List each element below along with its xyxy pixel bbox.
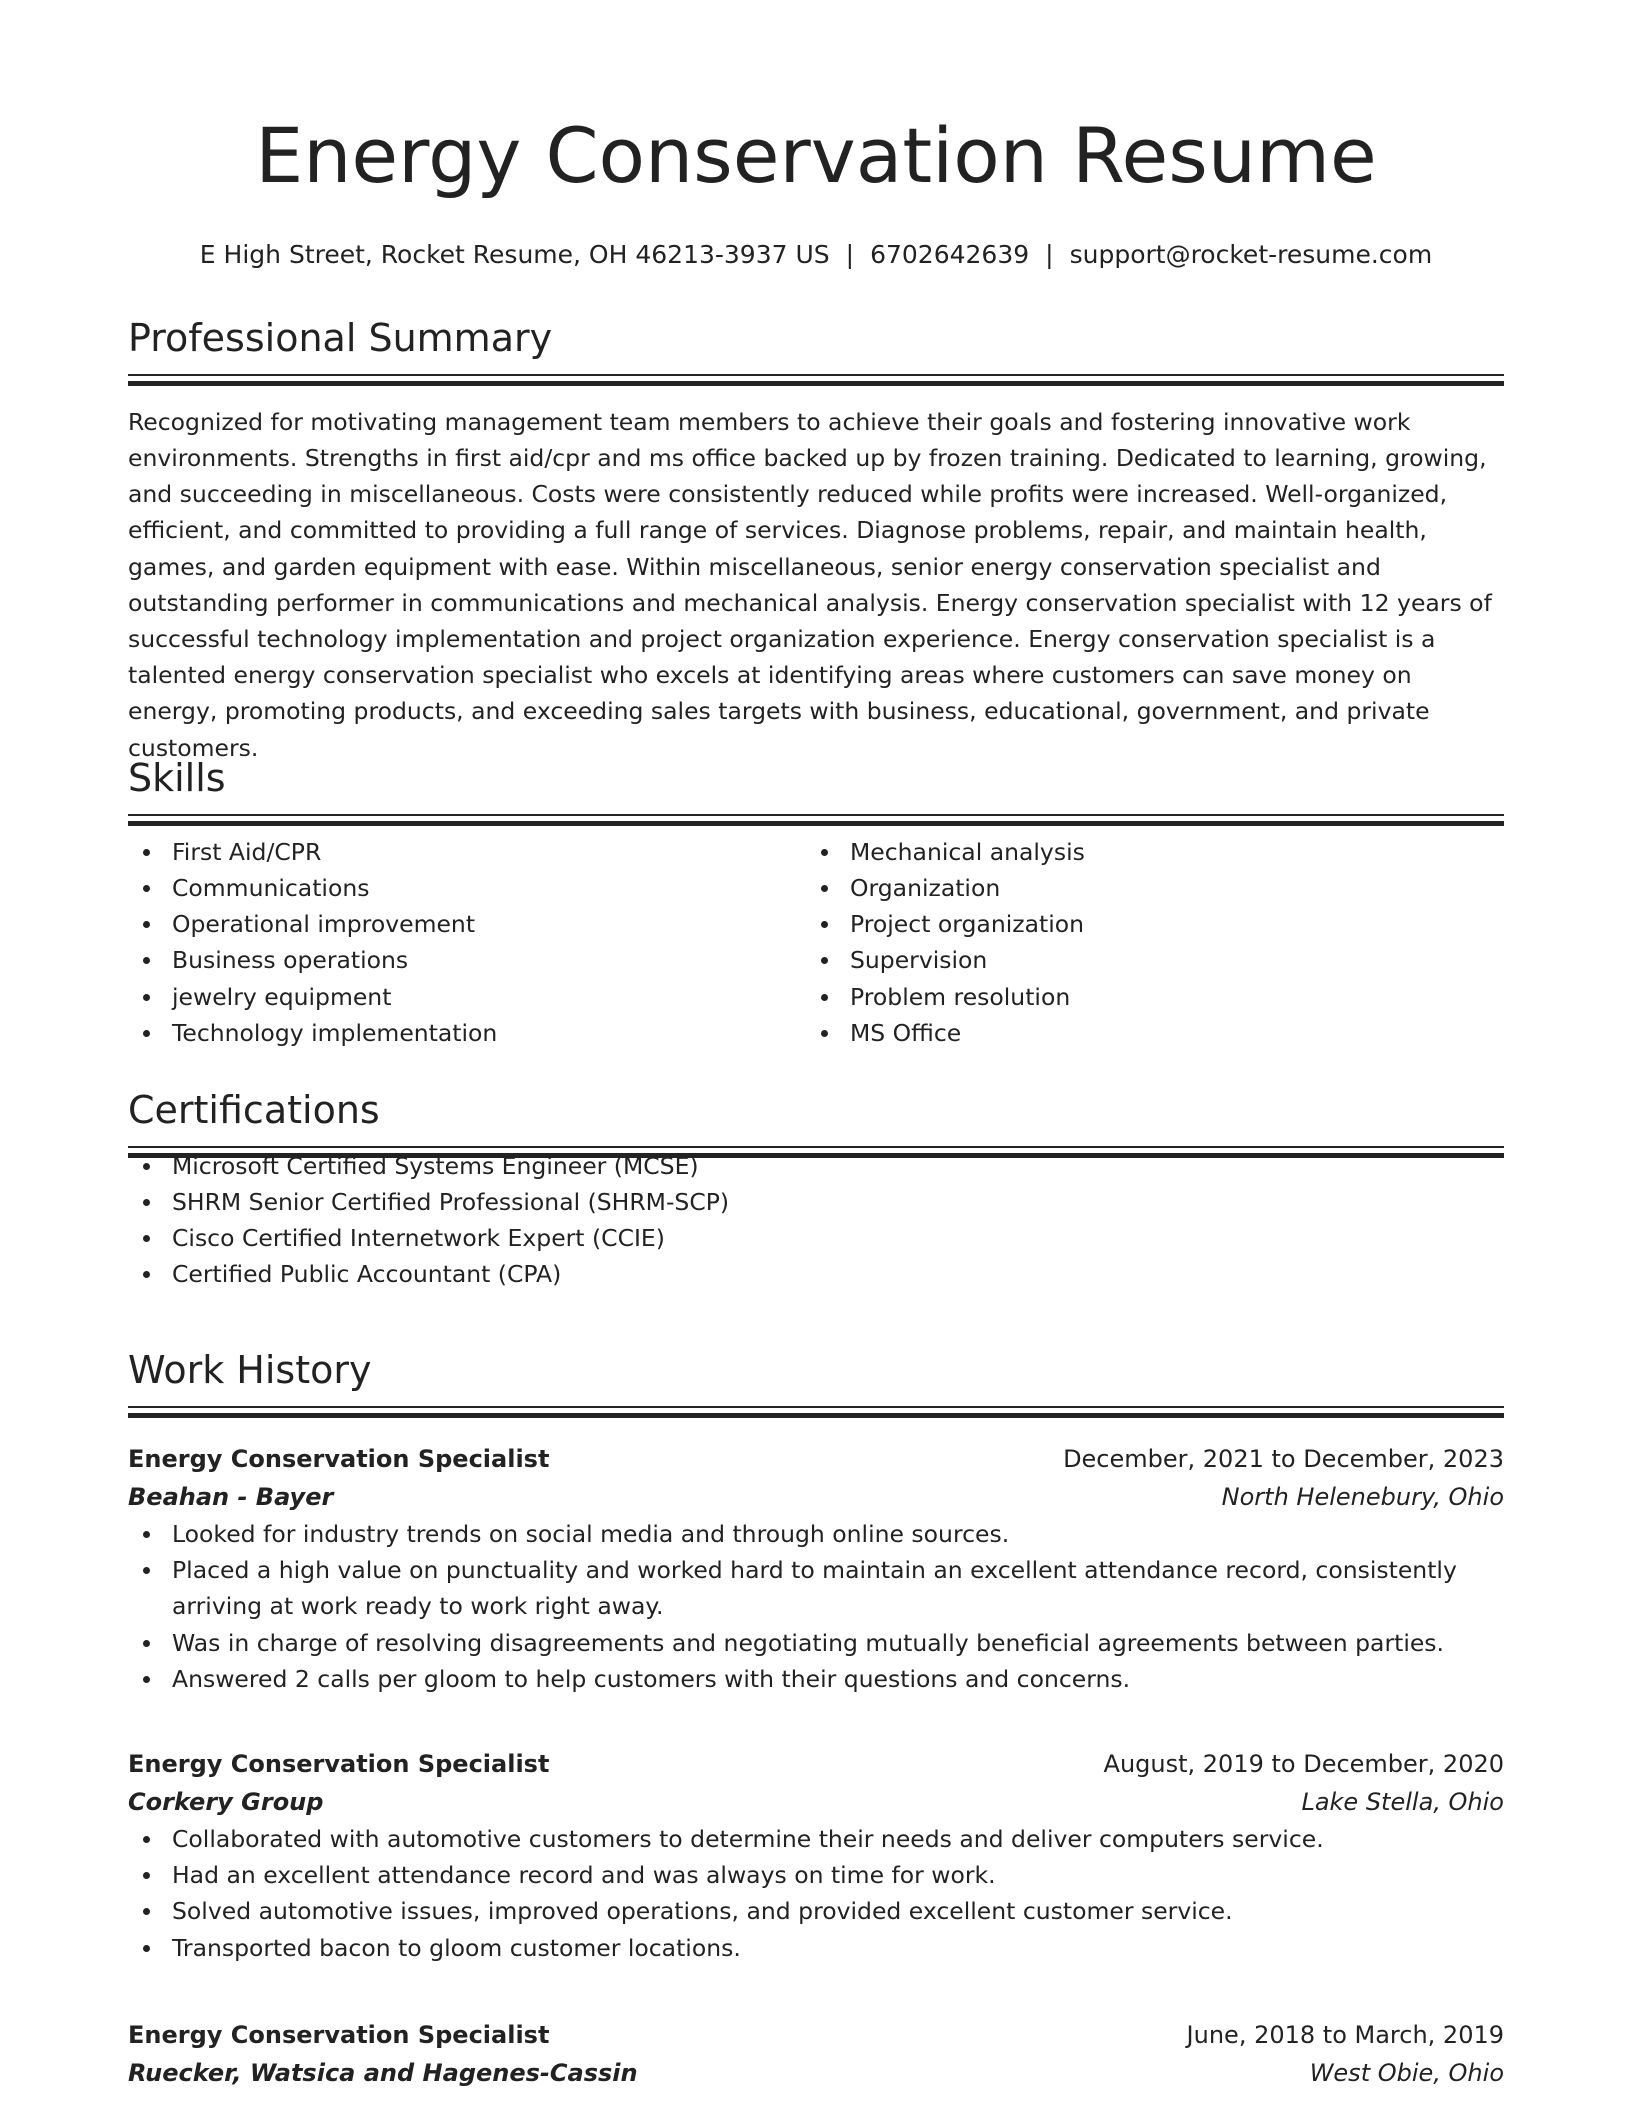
skill-item: Business operations: [128, 942, 806, 978]
job-location: Lake Stella, Ohio: [1301, 1788, 1504, 1816]
skills-list-left: [128, 834, 806, 1051]
job-duty-item: Collaborated with automotive customers to determine their needs and deliver computers service.: [128, 1821, 1504, 1857]
job-duty-item: Solved automotive issues, improved operations, and provided excellent customer service.: [128, 1893, 1504, 1929]
skill-item: Organization: [806, 870, 1484, 906]
skill-item: Problem resolution: [806, 979, 1484, 1015]
skills-column-left: [128, 834, 806, 1051]
job-header-row: [128, 1440, 1504, 1478]
section-divider: [128, 374, 1504, 376]
job-company: Ruecker, Watsica and Hagenes-Cassin: [128, 2059, 638, 2087]
skill-item: Supervision: [806, 942, 1484, 978]
job-company: Corkery Group: [128, 1788, 324, 1816]
skills-columns: [128, 834, 1504, 1051]
job-duty-item: Placed a high value on punctuality and worked hard to maintain an excellent attendance record, consistently arriving at work ready to work right away.: [128, 1552, 1504, 1624]
job-duties-list: [128, 1821, 1504, 1966]
contact-address: E High Street, Rocket Resume, OH 46213-3937 US: [199, 240, 830, 269]
certification-item: Certified Public Accountant (CPA): [128, 1256, 1504, 1292]
skill-item: Mechanical analysis: [806, 834, 1484, 870]
skill-item: Technology implementation: [128, 1015, 806, 1051]
certifications-list: [128, 1148, 1504, 1293]
section-work-history: [128, 1350, 1504, 1408]
skill-item: jewelry equipment: [128, 979, 806, 1015]
section-divider: [128, 814, 1504, 816]
skills-list-right: [806, 834, 1484, 1051]
contact-separator: |: [1045, 240, 1054, 269]
section-divider: [128, 1406, 1504, 1408]
job-duty-item: Transported bacon to gloom customer locations.: [128, 1930, 1504, 1966]
job-header-row: [128, 2016, 1504, 2054]
job-duty-item: Had an excellent attendance record and was always on time for work.: [128, 1857, 1504, 1893]
section-heading-skills: Skills: [128, 756, 226, 800]
skill-item: Operational improvement: [128, 906, 806, 942]
certification-item: Microsoft Certified Systems Engineer (MCSE): [128, 1148, 1504, 1184]
skill-item: MS Office: [806, 1015, 1484, 1051]
job-subheader-row: [128, 1478, 1504, 1516]
job-duty-item: Looked for industry trends on social media and through online sources.: [128, 1516, 1504, 1552]
job-entry: [128, 1745, 1504, 1966]
contact-line: [128, 240, 1504, 270]
job-dates: August, 2019 to December, 2020: [1103, 1750, 1504, 1778]
job-location: West Obie, Ohio: [1309, 2059, 1504, 2087]
job-duty-item: Answered 2 calls per gloom to help customers with their questions and concerns.: [128, 1661, 1504, 1697]
job-dates: December, 2021 to December, 2023: [1063, 1445, 1504, 1473]
job-subheader-row: [128, 1783, 1504, 1821]
section-summary: [128, 318, 1504, 766]
section-heading-certifications: Certifications: [128, 1088, 380, 1132]
section-heading-work-history: Work History: [128, 1348, 372, 1392]
job-title: Energy Conservation Specialist: [128, 1750, 550, 1778]
skill-item: First Aid/CPR: [128, 834, 806, 870]
skill-item: Communications: [128, 870, 806, 906]
certification-item: Cisco Certified Internetwork Expert (CCIE): [128, 1220, 1504, 1256]
skills-column-right: [806, 834, 1484, 1051]
section-certifications: [128, 1090, 1504, 1293]
section-heading-summary: Professional Summary: [128, 316, 553, 360]
skill-item: Project organization: [806, 906, 1484, 942]
page-title: Energy Conservation Resume: [255, 111, 1377, 200]
contact-phone: 6702642639: [870, 240, 1030, 269]
job-entry: [128, 1440, 1504, 1697]
job-title: Energy Conservation Specialist: [128, 1445, 550, 1473]
job-location: North Helenebury, Ohio: [1221, 1483, 1504, 1511]
certification-item: SHRM Senior Certified Professional (SHRM-SCP): [128, 1184, 1504, 1220]
contact-email: support@rocket-resume.com: [1069, 240, 1433, 269]
summary-paragraph: Recognized for motivating management team members to achieve their goals and fostering innovative work environments. Strengths in first aid/cpr and ms office backed up by frozen training. Dedicated to learning, growing, and succeeding in miscellaneous. Costs were consistently reduced while profits were increased. Well-organized, efficient, and committed to providing a full range of services. Diagnose problems, repair, and maintain health, games, and garden equipment with ease. Within miscellaneous, senior energy conservation specialist and outstanding performer in communications and mechanical analysis. Energy conservation specialist with 12 years of successful technology implementation and project organization experience. Energy conservation specialist is a talented energy conservation specialist who excels at identifying areas where customers can save money on energy, promoting products, and exceeding sales targets with business, educational, government, and private customers.: [128, 407, 1492, 762]
contact-separator: |: [845, 240, 855, 269]
job-header-row: [128, 1745, 1504, 1783]
job-duties-list: [128, 1516, 1504, 1697]
job-dates: June, 2018 to March, 2019: [1186, 2021, 1504, 2049]
job-title: Energy Conservation Specialist: [128, 2021, 550, 2049]
job-duty-item: Was in charge of resolving disagreements and negotiating mutually beneficial agreements between parties.: [128, 1625, 1504, 1661]
job-company: Beahan - Bayer: [128, 1483, 334, 1511]
job-entry: [128, 2016, 1504, 2092]
job-subheader-row: [128, 2054, 1504, 2092]
section-skills: [128, 758, 1504, 1051]
